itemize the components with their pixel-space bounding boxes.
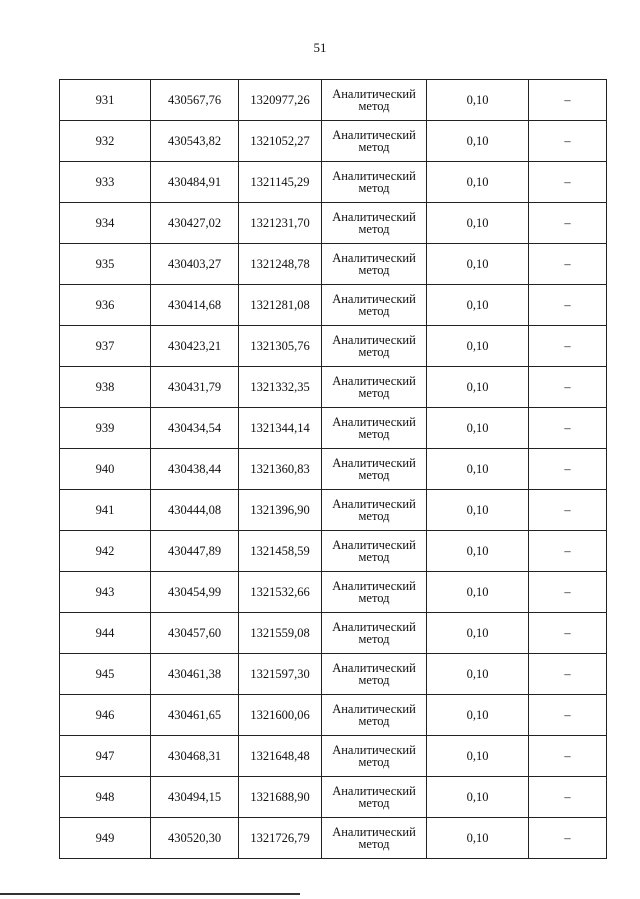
y-coordinate-cell: 1321360,83 bbox=[239, 449, 322, 490]
y-coordinate-cell: 1321396,90 bbox=[239, 490, 322, 531]
x-coordinate-cell: 430543,82 bbox=[151, 121, 239, 162]
method-line-2: метод bbox=[358, 304, 390, 318]
method-line-2: метод bbox=[358, 714, 390, 728]
accuracy-cell: 0,10 bbox=[427, 777, 529, 818]
method-cell bbox=[322, 654, 427, 695]
page-number: 51 bbox=[313, 40, 327, 55]
method-cell bbox=[322, 285, 427, 326]
method-cell bbox=[322, 490, 427, 531]
note-cell: – bbox=[529, 818, 607, 859]
method-line-2: метод bbox=[358, 509, 390, 523]
x-coordinate-cell: 430414,68 bbox=[151, 285, 239, 326]
note-cell: – bbox=[529, 736, 607, 777]
method-cell bbox=[322, 162, 427, 203]
accuracy-cell: 0,10 bbox=[427, 162, 529, 203]
method-line-1: Аналитический bbox=[332, 701, 416, 716]
accuracy-cell: 0,10 bbox=[427, 695, 529, 736]
x-coordinate-cell: 430484,91 bbox=[151, 162, 239, 203]
point-number-cell: 946 bbox=[60, 695, 151, 736]
method-line-1: Аналитический bbox=[332, 537, 416, 552]
method-line-2: метод bbox=[358, 99, 390, 113]
table-row bbox=[60, 285, 607, 326]
accuracy-cell: 0,10 bbox=[427, 613, 529, 654]
method-line-2: метод bbox=[358, 181, 390, 195]
y-coordinate-cell: 1321248,78 bbox=[239, 244, 322, 285]
method-cell bbox=[322, 736, 427, 777]
method-cell bbox=[322, 818, 427, 859]
method-line-2: метод bbox=[358, 591, 390, 605]
point-number-cell: 941 bbox=[60, 490, 151, 531]
table-row bbox=[60, 244, 607, 285]
method-line-1: Аналитический bbox=[332, 86, 416, 101]
table-row bbox=[60, 162, 607, 203]
method-line-1: Аналитический bbox=[332, 250, 416, 265]
table-row bbox=[60, 818, 607, 859]
method-line-2: метод bbox=[358, 755, 390, 769]
x-coordinate-cell: 430427,02 bbox=[151, 203, 239, 244]
note-cell: – bbox=[529, 244, 607, 285]
method-line-2: метод bbox=[358, 263, 390, 277]
table-row bbox=[60, 695, 607, 736]
method-line-2: метод bbox=[358, 632, 390, 646]
method-cell bbox=[322, 695, 427, 736]
method-line-1: Аналитический bbox=[332, 742, 416, 757]
y-coordinate-cell: 1321726,79 bbox=[239, 818, 322, 859]
method-cell bbox=[322, 613, 427, 654]
method-line-1: Аналитический bbox=[332, 619, 416, 634]
note-cell: – bbox=[529, 654, 607, 695]
accuracy-cell: 0,10 bbox=[427, 449, 529, 490]
table-row bbox=[60, 408, 607, 449]
method-cell bbox=[322, 449, 427, 490]
note-cell: – bbox=[529, 777, 607, 818]
note-cell: – bbox=[529, 326, 607, 367]
accuracy-cell: 0,10 bbox=[427, 408, 529, 449]
method-line-1: Аналитический bbox=[332, 455, 416, 470]
x-coordinate-cell: 430520,30 bbox=[151, 818, 239, 859]
table-row bbox=[60, 531, 607, 572]
y-coordinate-cell: 1321305,76 bbox=[239, 326, 322, 367]
method-line-2: метод bbox=[358, 468, 390, 482]
method-line-1: Аналитический bbox=[332, 578, 416, 593]
method-cell bbox=[322, 244, 427, 285]
note-cell: – bbox=[529, 203, 607, 244]
point-number-cell: 940 bbox=[60, 449, 151, 490]
point-number-cell: 936 bbox=[60, 285, 151, 326]
method-line-2: метод bbox=[358, 427, 390, 441]
point-number-cell: 934 bbox=[60, 203, 151, 244]
y-coordinate-cell: 1321688,90 bbox=[239, 777, 322, 818]
table-row bbox=[60, 777, 607, 818]
point-number-cell: 939 bbox=[60, 408, 151, 449]
y-coordinate-cell: 1321458,59 bbox=[239, 531, 322, 572]
point-number-cell: 938 bbox=[60, 367, 151, 408]
x-coordinate-cell: 430438,44 bbox=[151, 449, 239, 490]
accuracy-cell: 0,10 bbox=[427, 80, 529, 121]
method-cell bbox=[322, 80, 427, 121]
accuracy-cell: 0,10 bbox=[427, 285, 529, 326]
method-line-2: метод bbox=[358, 673, 390, 687]
y-coordinate-cell: 1321145,29 bbox=[239, 162, 322, 203]
point-number-cell: 932 bbox=[60, 121, 151, 162]
x-coordinate-cell: 430403,27 bbox=[151, 244, 239, 285]
scan-edge-line bbox=[0, 893, 300, 895]
y-coordinate-cell: 1321648,48 bbox=[239, 736, 322, 777]
method-line-2: метод bbox=[358, 837, 390, 851]
table-row bbox=[60, 736, 607, 777]
method-line-2: метод bbox=[358, 550, 390, 564]
y-coordinate-cell: 1321052,27 bbox=[239, 121, 322, 162]
accuracy-cell: 0,10 bbox=[427, 121, 529, 162]
x-coordinate-cell: 430454,99 bbox=[151, 572, 239, 613]
method-line-1: Аналитический bbox=[332, 660, 416, 675]
method-cell bbox=[322, 572, 427, 613]
coordinates-table bbox=[59, 79, 607, 859]
y-coordinate-cell: 1321600,06 bbox=[239, 695, 322, 736]
point-number-cell: 933 bbox=[60, 162, 151, 203]
table-row bbox=[60, 572, 607, 613]
method-line-1: Аналитический bbox=[332, 783, 416, 798]
point-number-cell: 947 bbox=[60, 736, 151, 777]
point-number-cell: 931 bbox=[60, 80, 151, 121]
table-row bbox=[60, 654, 607, 695]
accuracy-cell: 0,10 bbox=[427, 818, 529, 859]
note-cell: – bbox=[529, 490, 607, 531]
x-coordinate-cell: 430461,38 bbox=[151, 654, 239, 695]
table-row bbox=[60, 203, 607, 244]
table-row bbox=[60, 449, 607, 490]
method-line-2: метод bbox=[358, 222, 390, 236]
table-row bbox=[60, 613, 607, 654]
accuracy-cell: 0,10 bbox=[427, 490, 529, 531]
x-coordinate-cell: 430434,54 bbox=[151, 408, 239, 449]
note-cell: – bbox=[529, 367, 607, 408]
table-row bbox=[60, 490, 607, 531]
method-cell bbox=[322, 777, 427, 818]
y-coordinate-cell: 1321332,35 bbox=[239, 367, 322, 408]
x-coordinate-cell: 430468,31 bbox=[151, 736, 239, 777]
note-cell: – bbox=[529, 695, 607, 736]
method-cell bbox=[322, 326, 427, 367]
method-line-1: Аналитический bbox=[332, 373, 416, 388]
accuracy-cell: 0,10 bbox=[427, 326, 529, 367]
point-number-cell: 943 bbox=[60, 572, 151, 613]
note-cell: – bbox=[529, 121, 607, 162]
point-number-cell: 948 bbox=[60, 777, 151, 818]
method-line-1: Аналитический bbox=[332, 496, 416, 511]
point-number-cell: 944 bbox=[60, 613, 151, 654]
point-number-cell: 949 bbox=[60, 818, 151, 859]
x-coordinate-cell: 430423,21 bbox=[151, 326, 239, 367]
table-row bbox=[60, 80, 607, 121]
y-coordinate-cell: 1321597,30 bbox=[239, 654, 322, 695]
method-line-1: Аналитический bbox=[332, 291, 416, 306]
note-cell: – bbox=[529, 613, 607, 654]
y-coordinate-cell: 1321231,70 bbox=[239, 203, 322, 244]
method-line-1: Аналитический bbox=[332, 824, 416, 839]
table-row bbox=[60, 121, 607, 162]
accuracy-cell: 0,10 bbox=[427, 736, 529, 777]
point-number-cell: 942 bbox=[60, 531, 151, 572]
note-cell: – bbox=[529, 572, 607, 613]
x-coordinate-cell: 430431,79 bbox=[151, 367, 239, 408]
accuracy-cell: 0,10 bbox=[427, 654, 529, 695]
method-cell bbox=[322, 531, 427, 572]
accuracy-cell: 0,10 bbox=[427, 367, 529, 408]
accuracy-cell: 0,10 bbox=[427, 203, 529, 244]
x-coordinate-cell: 430461,65 bbox=[151, 695, 239, 736]
accuracy-cell: 0,10 bbox=[427, 531, 529, 572]
point-number-cell: 935 bbox=[60, 244, 151, 285]
method-line-1: Аналитический bbox=[332, 414, 416, 429]
y-coordinate-cell: 1321281,08 bbox=[239, 285, 322, 326]
table-row bbox=[60, 326, 607, 367]
y-coordinate-cell: 1321344,14 bbox=[239, 408, 322, 449]
method-line-1: Аналитический bbox=[332, 168, 416, 183]
note-cell: – bbox=[529, 80, 607, 121]
note-cell: – bbox=[529, 449, 607, 490]
x-coordinate-cell: 430494,15 bbox=[151, 777, 239, 818]
y-coordinate-cell: 1321559,08 bbox=[239, 613, 322, 654]
method-cell bbox=[322, 367, 427, 408]
x-coordinate-cell: 430444,08 bbox=[151, 490, 239, 531]
point-number-cell: 945 bbox=[60, 654, 151, 695]
accuracy-cell: 0,10 bbox=[427, 244, 529, 285]
note-cell: – bbox=[529, 285, 607, 326]
x-coordinate-cell: 430447,89 bbox=[151, 531, 239, 572]
y-coordinate-cell: 1320977,26 bbox=[239, 80, 322, 121]
x-coordinate-cell: 430567,76 bbox=[151, 80, 239, 121]
point-number-cell: 937 bbox=[60, 326, 151, 367]
note-cell: – bbox=[529, 531, 607, 572]
method-line-1: Аналитический bbox=[332, 127, 416, 142]
note-cell: – bbox=[529, 408, 607, 449]
table-row bbox=[60, 367, 607, 408]
method-cell bbox=[322, 408, 427, 449]
method-line-1: Аналитический bbox=[332, 332, 416, 347]
method-line-2: метод bbox=[358, 796, 390, 810]
x-coordinate-cell: 430457,60 bbox=[151, 613, 239, 654]
accuracy-cell: 0,10 bbox=[427, 572, 529, 613]
method-line-2: метод bbox=[358, 140, 390, 154]
method-line-1: Аналитический bbox=[332, 209, 416, 224]
method-line-2: метод bbox=[358, 386, 390, 400]
method-cell bbox=[322, 121, 427, 162]
method-line-2: метод bbox=[358, 345, 390, 359]
y-coordinate-cell: 1321532,66 bbox=[239, 572, 322, 613]
method-cell bbox=[322, 203, 427, 244]
note-cell: – bbox=[529, 162, 607, 203]
